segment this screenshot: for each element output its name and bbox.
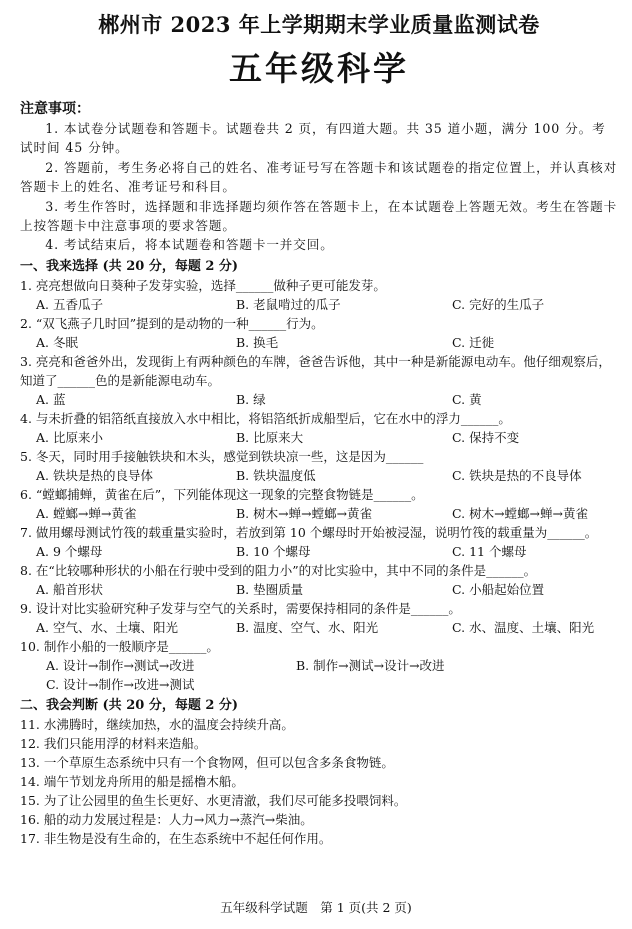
option: C. 水、温度、土壤、阳光 bbox=[452, 619, 595, 635]
option: A. 空气、水、土壤、阳光 bbox=[36, 619, 178, 635]
option: B. 10 个螺母 bbox=[236, 543, 311, 559]
question-options bbox=[20, 618, 618, 637]
option: C. 铁块是热的不良导体 bbox=[452, 467, 582, 483]
notice-heading: 注意事项： bbox=[20, 101, 90, 117]
question-options bbox=[20, 656, 618, 675]
question-stem: 4. 与未折叠的铝箔纸直接放入水中相比，将铝箔纸折成船型后，它在水中的浮力______。 bbox=[20, 410, 511, 426]
judge-item: 13. 一个草原生态系统中只有一个食物网，但可以包含多条食物链。 bbox=[20, 754, 394, 770]
option: B. 绿 bbox=[236, 391, 266, 407]
judge-item: 11. 水沸腾时，继续加热，水的温度会持续升高。 bbox=[20, 716, 294, 732]
option: C. 保持不变 bbox=[452, 429, 520, 445]
judge-item: 15. 为了让公园里的鱼生长更好、水更清澈，我们尽可能多投喂饲料。 bbox=[20, 792, 407, 808]
option: A. 设计→制作→测试→改进 bbox=[46, 657, 195, 673]
notice-item: 4. 考试结束后，将本试题卷和答题卡一并交回。 bbox=[45, 237, 334, 253]
option: B. 制作→测试→设计→改进 bbox=[296, 657, 445, 673]
judge-item: 17. 非生物是没有生命的，在生态系统中不起任何作用。 bbox=[20, 830, 332, 846]
option: A. 五香瓜子 bbox=[36, 296, 103, 312]
notice-item: 3. 考生作答时，选择题和非选择题均须作答在答题卡上，在本试题卷上答题无效。考生在答题卡上按答题卡中注意事项的要求答题。 bbox=[20, 198, 618, 234]
section-title: 二、我会判断 (共 20 分，每题 2 分) bbox=[20, 697, 239, 713]
option: C. 11 个螺母 bbox=[452, 543, 527, 559]
option: B. 铁块温度低 bbox=[236, 467, 316, 483]
option: C. 黄 bbox=[452, 391, 482, 407]
option: A. 螳螂→蝉→黄雀 bbox=[36, 505, 137, 521]
section-choice bbox=[20, 257, 618, 694]
exam-subject-title: 五年级科学 bbox=[229, 49, 409, 88]
option: A. 冬眠 bbox=[36, 334, 78, 350]
option: B. 换毛 bbox=[236, 334, 279, 350]
option: A. 船首形状 bbox=[36, 581, 103, 597]
notice-block bbox=[20, 100, 618, 255]
option: A. 蓝 bbox=[36, 391, 66, 407]
notice-item: 2. 答题前，考生务必将自己的姓名、准考证号写在答题卡和该试题卷的指定位置上，并认真核对答题卡上的姓名、准考证号和科目。 bbox=[20, 159, 618, 195]
option: C. 完好的生瓜子 bbox=[452, 296, 545, 312]
question-stem: 8. 在“比较哪种形状的小船在行驶中受到的阻力小”的对比实验中，其中不同的条件是______。 bbox=[20, 562, 537, 578]
question-stem: 2. “双飞燕子几时回”提到的是动物的一种______行为。 bbox=[20, 315, 324, 331]
judge-item: 16. 船的动力发展过程是：人力→风力→蒸汽→柴油。 bbox=[20, 811, 313, 827]
question-stem: 7. 做用螺母测试竹筏的载重量实验时，若放到第 10 个螺母时开始被浸湿，说明竹筏的载重量为______。 bbox=[20, 524, 598, 540]
question-options bbox=[20, 428, 618, 447]
judge-item: 12. 我们只能用浮的材料来造船。 bbox=[20, 735, 207, 751]
page-footer: 五年级科学试题 第 1 页(共 2 页) bbox=[220, 900, 412, 915]
option: A. 9 个螺母 bbox=[36, 543, 103, 559]
option: B. 老鼠啃过的瓜子 bbox=[236, 296, 341, 312]
judge-item: 14. 端午节划龙舟所用的船是摇橹木船。 bbox=[20, 773, 244, 789]
option: B. 比原来大 bbox=[236, 429, 304, 445]
section-judge bbox=[20, 696, 618, 848]
question-options bbox=[20, 542, 618, 561]
option: C. 树木→螳螂→蝉→黄雀 bbox=[452, 505, 588, 521]
question-stem: 6. “螳螂捕蝉，黄雀在后”，下列能体现这一现象的完整食物链是______。 bbox=[20, 486, 424, 502]
question-options bbox=[20, 504, 618, 523]
question-options bbox=[20, 675, 618, 694]
question-options bbox=[20, 466, 618, 485]
question-stem: 9. 设计对比实验研究种子发芽与空气的关系时，需要保持相同的条件是______。 bbox=[20, 600, 461, 616]
option: B. 垫圈质量 bbox=[236, 581, 304, 597]
question-stem: 5. 冬天，同时用手接触铁块和木头，感觉到铁块凉一些，这是因为______ bbox=[20, 448, 424, 464]
option: C. 小船起始位置 bbox=[452, 581, 545, 597]
option: B. 树木→蝉→螳螂→黄雀 bbox=[236, 505, 373, 521]
question-options bbox=[20, 295, 618, 314]
question-options bbox=[20, 333, 618, 352]
option: C. 迁徙 bbox=[452, 334, 495, 350]
option: A. 比原来小 bbox=[36, 429, 103, 445]
question-stem: 1. 亮亮想做向日葵种子发芽实验，选择______做种子更可能发芽。 bbox=[20, 277, 386, 293]
question-options bbox=[20, 390, 618, 409]
notice-item: 1. 本试卷分试题卷和答题卡。试题卷共 2 页，有四道大题。共 35 道小题，满分 100 分。考试时间 45 分钟。 bbox=[20, 121, 606, 156]
option: B. 温度、空气、水、阳光 bbox=[236, 619, 379, 635]
exam-title: 郴州市 2023 年上学期期末学业质量监测试卷 bbox=[98, 12, 540, 37]
question-stem: 10. 制作小船的一般顺序是______。 bbox=[20, 638, 219, 654]
option: C. 设计→制作→改进→测试 bbox=[46, 676, 195, 692]
section-title: 一、我来选择 (共 20 分，每题 2 分) bbox=[20, 258, 239, 274]
option: A. 铁块是热的良导体 bbox=[36, 467, 153, 483]
question-stem: 3. 亮亮和爸爸外出，发现街上有两种颜色的车牌，爸爸告诉他，其中一种是新能源电动车。他仔细观察后，知道了______色的是新能源电动车。 bbox=[20, 353, 611, 388]
question-options bbox=[20, 580, 618, 599]
